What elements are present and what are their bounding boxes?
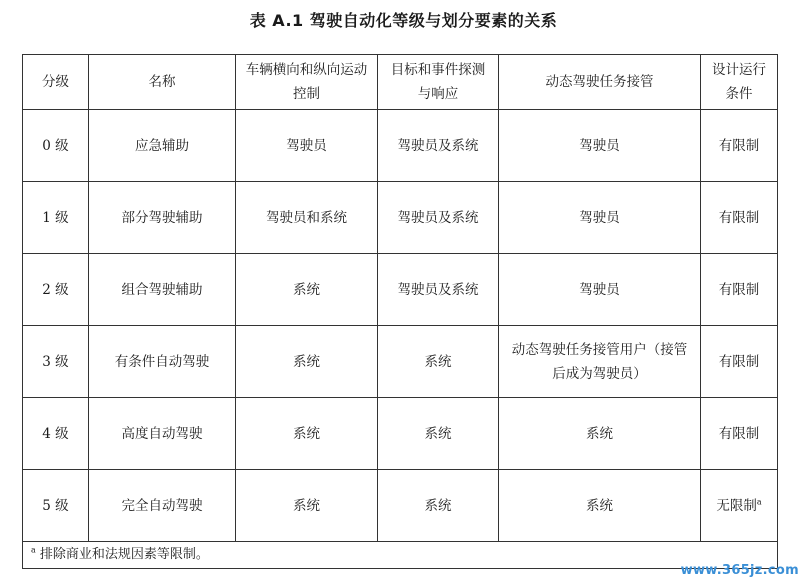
- cell-level: 2 级: [23, 254, 89, 326]
- odd-value: 无限制: [716, 497, 757, 514]
- cell-takeover: 驾驶员: [499, 182, 701, 254]
- cell-control: 系统: [236, 254, 378, 326]
- table-row: [23, 110, 778, 182]
- automation-levels-table: [22, 54, 778, 569]
- footnote: [23, 542, 778, 569]
- header-takeover: 动态驾驶任务接管: [499, 55, 701, 110]
- footnote-mark: a: [31, 545, 36, 555]
- cell-control: 驾驶员: [236, 110, 378, 182]
- cell-level: 5 级: [23, 470, 89, 542]
- cell-odd: [701, 110, 778, 182]
- odd-value: 有限制: [718, 281, 760, 298]
- odd-value: 有限制: [718, 425, 760, 442]
- footnote-marker: a: [756, 497, 762, 506]
- watermark: www.365jz.com: [680, 563, 799, 578]
- cell-takeover: 驾驶员: [499, 254, 701, 326]
- cell-control: 系统: [236, 470, 378, 542]
- footnote-text: 排除商业和法规因素等限制。: [39, 547, 209, 562]
- cell-detect: 系统: [378, 326, 499, 398]
- header-name: 名称: [89, 55, 236, 110]
- footnote-row: [23, 542, 778, 569]
- cell-detect: 系统: [378, 398, 499, 470]
- cell-odd: [701, 470, 778, 542]
- cell-name: 完全自动驾驶: [89, 470, 236, 542]
- header-level: 分级: [23, 55, 89, 110]
- cell-name: 组合驾驶辅助: [89, 254, 236, 326]
- cell-takeover: 动态驾驶任务接管用户（接管后成为驾驶员）: [499, 326, 701, 398]
- cell-odd: [701, 254, 778, 326]
- table-row: [23, 182, 778, 254]
- cell-detect: 系统: [378, 470, 499, 542]
- header-odd: 设计运行条件: [701, 55, 778, 110]
- cell-name: 高度自动驾驶: [89, 398, 236, 470]
- table-row: [23, 254, 778, 326]
- table-caption: 表 A.1 驾驶自动化等级与划分要素的关系: [249, 11, 558, 30]
- table-row: [23, 398, 778, 470]
- cell-takeover: 系统: [499, 398, 701, 470]
- cell-detect: 驾驶员及系统: [378, 182, 499, 254]
- odd-value: 有限制: [718, 209, 760, 226]
- header-row: [23, 55, 778, 110]
- header-detect: 目标和事件探测与响应: [378, 55, 499, 110]
- header-control: 车辆横向和纵向运动控制: [236, 55, 378, 110]
- cell-name: 有条件自动驾驶: [89, 326, 236, 398]
- table-row: [23, 326, 778, 398]
- cell-control: 系统: [236, 398, 378, 470]
- cell-level: 0 级: [23, 110, 89, 182]
- cell-odd: [701, 182, 778, 254]
- odd-value: 有限制: [718, 137, 760, 154]
- cell-name: 应急辅助: [89, 110, 236, 182]
- odd-value: 有限制: [718, 353, 760, 370]
- cell-name: 部分驾驶辅助: [89, 182, 236, 254]
- table-row: [23, 470, 778, 542]
- cell-odd: [701, 398, 778, 470]
- cell-takeover: 驾驶员: [499, 110, 701, 182]
- cell-detect: 驾驶员及系统: [378, 254, 499, 326]
- cell-level: 1 级: [23, 182, 89, 254]
- cell-odd: [701, 326, 778, 398]
- cell-control: 驾驶员和系统: [236, 182, 378, 254]
- cell-level: 3 级: [23, 326, 89, 398]
- cell-level: 4 级: [23, 398, 89, 470]
- cell-control: 系统: [236, 326, 378, 398]
- cell-detect: 驾驶员及系统: [378, 110, 499, 182]
- cell-takeover: 系统: [499, 470, 701, 542]
